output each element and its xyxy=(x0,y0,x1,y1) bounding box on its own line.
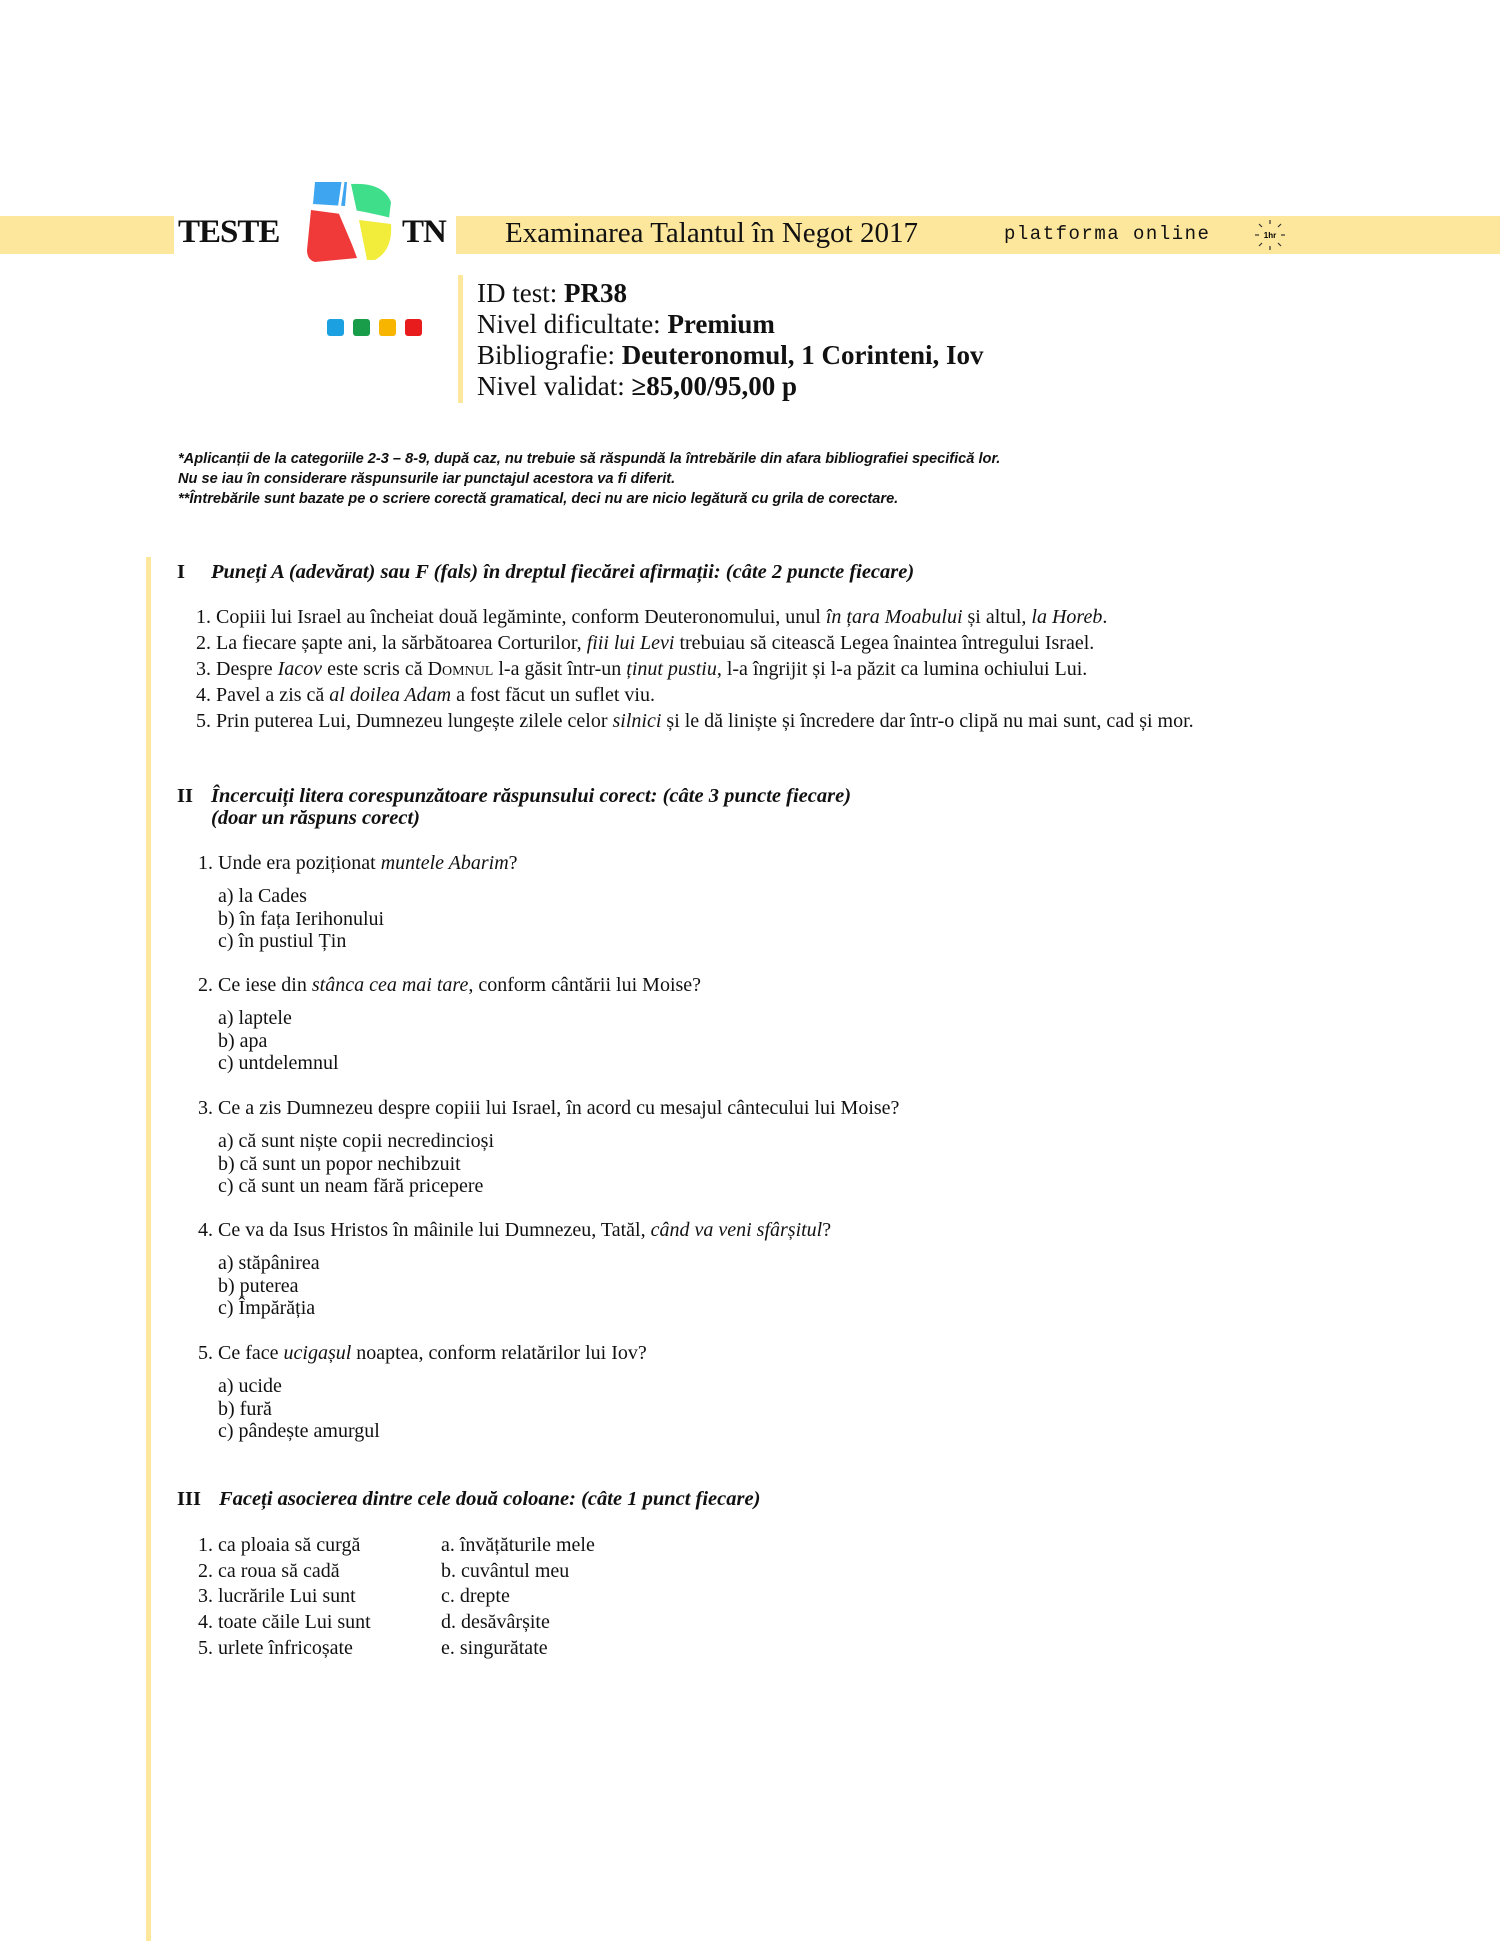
test-id: ID test: PR38 xyxy=(477,278,627,308)
text-segment: 4. Pavel a zis că xyxy=(196,684,330,706)
text-segment: 4. Ce va da Isus Hristos în mâinile lui Dumnezeu, Tatăl, xyxy=(198,1219,651,1241)
timer-label: 1hr xyxy=(1263,231,1277,240)
text-segment: și le dă liniște și încredere dar într-o clipă nu mai sunt, cad și mor. xyxy=(661,710,1194,732)
answer-option: a) că sunt niște copii necredincioși xyxy=(218,1130,495,1152)
text-segment: trebuiau să citească Legea înaintea întregului Israel. xyxy=(674,632,1095,654)
note-line: *Aplicanții de la categoriile 2-3 – 8-9, după caz, nu trebuie să răspundă la întrebările din afara bibliografiei specifică lor. xyxy=(178,451,1001,467)
text-segment: 1. Copiii lui Israel au încheiat două legăminte, conform Deuteronomului, unul xyxy=(196,606,826,628)
section-3-heading: III Faceți asocierea dintre cele două coloane: (câte 1 punct fiecare) xyxy=(177,1488,761,1510)
text-segment: în țara Moabului xyxy=(825,606,963,628)
validated-level: Nivel validat: ≥85,00/95,00 p xyxy=(477,371,798,401)
answer-option: c) în pustiul Țin xyxy=(218,930,347,952)
question xyxy=(198,1097,899,1120)
color-squares xyxy=(327,319,422,336)
statement-item xyxy=(196,606,1107,629)
logo-graphic-icon xyxy=(305,180,405,264)
question xyxy=(198,1219,831,1242)
square-green xyxy=(353,319,370,336)
text-segment: fiii lui Levi xyxy=(586,632,675,654)
text-segment: . xyxy=(1102,606,1108,628)
match-left-item: 2. ca roua să cadă xyxy=(198,1560,340,1582)
text-segment: 1. Unde era poziționat xyxy=(198,852,381,874)
answer-option: a) stăpânirea xyxy=(218,1252,320,1274)
text-segment: 5. Prin puterea Lui, Dumnezeu lungește zilele celor xyxy=(196,710,613,732)
note-line: Nu se iau în considerare răspunsurile iar punctajul acestora va fi diferit. xyxy=(178,471,676,487)
text-segment: și altul, xyxy=(962,606,1032,628)
answer-option: c) untdelemnul xyxy=(218,1052,339,1074)
statement-item xyxy=(196,710,1194,733)
text-segment: ținut pustiu xyxy=(626,658,717,680)
question xyxy=(198,1342,647,1365)
text-segment: 2. Ce iese din xyxy=(198,974,312,996)
logo-text-right: TN xyxy=(402,214,446,250)
page-title: Examinarea Talantul în Negot 2017 xyxy=(505,217,918,249)
match-left-item: 3. lucrările Lui sunt xyxy=(198,1585,356,1607)
statement-item xyxy=(196,684,655,707)
match-right-item: b. cuvântul meu xyxy=(441,1560,570,1582)
answer-option: b) fură xyxy=(218,1397,272,1420)
difficulty-level: Nivel dificultate: Premium xyxy=(477,309,775,339)
answer-option: c) Împărăția xyxy=(218,1297,316,1319)
logo-text-left: TESTE xyxy=(178,214,280,250)
text-segment: , l-a îngrijit și l-a păzit ca lumina ochiului Lui. xyxy=(716,658,1088,680)
square-blue xyxy=(327,319,344,336)
text-segment: 3. Despre xyxy=(196,658,278,680)
statement-item xyxy=(196,632,1094,655)
square-yellow xyxy=(379,319,396,336)
text-segment: a fost făcut un suflet viu. xyxy=(451,684,655,706)
text-segment: ucigașul xyxy=(283,1342,352,1364)
text-segment: muntele Abarim xyxy=(380,852,509,874)
answer-option: b) că sunt un popor nechibzuit xyxy=(218,1152,461,1175)
text-segment: silnici xyxy=(612,710,662,732)
question xyxy=(198,974,701,997)
square-red xyxy=(405,319,422,336)
section-1-heading: I Puneți A (adevărat) sau F (fals) în dreptul fiecărei afirmații: (câte 2 puncte fiecare) xyxy=(177,561,915,583)
text-segment: este scris că xyxy=(322,658,428,680)
text-segment: noaptea, conform relatărilor lui Iov? xyxy=(351,1342,647,1364)
left-accent-bar xyxy=(146,557,151,1941)
answer-option: b) în fața Ierihonului xyxy=(218,907,385,930)
text-segment: Iacov xyxy=(277,658,323,680)
text-segment: ? xyxy=(508,852,518,874)
text-segment: 3. Ce a zis Dumnezeu despre copiii lui Israel, în acord cu mesajul cântecului lui Moise? xyxy=(198,1097,900,1119)
match-right-item: c. drepte xyxy=(441,1585,510,1607)
answer-option: b) apa xyxy=(218,1029,268,1052)
text-segment: Domnul xyxy=(427,658,494,680)
question xyxy=(198,852,518,875)
text-segment: al doilea Adam xyxy=(329,684,452,706)
text-segment: la Horeb xyxy=(1031,606,1103,628)
note-line: **Întrebările sunt bazate pe o scriere corectă gramatical, deci nu are nicio legătură cu grila de corectare. xyxy=(178,491,899,507)
answer-option: a) laptele xyxy=(218,1007,292,1029)
test-info xyxy=(477,278,983,402)
match-left-item: 1. ca ploaia să curgă xyxy=(198,1534,361,1556)
text-segment: 5. Ce face xyxy=(198,1342,284,1364)
answer-option: c) că sunt un neam fără pricepere xyxy=(218,1175,484,1197)
match-right-item: e. singurătate xyxy=(441,1637,548,1659)
answer-option: b) puterea xyxy=(218,1274,299,1297)
section-2-heading: II Încercuiți litera corespunzătoare răspunsului corect: (câte 3 puncte fiecare) xyxy=(177,785,852,807)
text-segment: când va veni sfârșitul xyxy=(650,1219,823,1241)
answer-option: a) ucide xyxy=(218,1375,282,1397)
text-segment: stânca cea mai tare xyxy=(311,974,469,996)
text-segment: ? xyxy=(822,1219,832,1241)
match-right-item: a. învățăturile mele xyxy=(441,1534,595,1556)
info-accent-bar xyxy=(458,275,463,403)
match-right-item: d. desăvârșite xyxy=(441,1611,550,1633)
answer-option: c) pândește amurgul xyxy=(218,1420,380,1442)
section-2-subheading: (doar un răspuns corect) xyxy=(211,807,421,829)
match-left-item: 5. urlete înfricoșate xyxy=(198,1637,353,1659)
statement-item xyxy=(196,658,1087,681)
platform-label: platforma online xyxy=(1004,223,1211,245)
match-left-item: 4. toate căile Lui sunt xyxy=(198,1611,371,1633)
timer-icon xyxy=(1253,218,1287,252)
text-segment: 2. La fiecare șapte ani, la sărbătoarea Corturilor, xyxy=(196,632,587,654)
text-segment: , conform cântării lui Moise? xyxy=(468,974,702,996)
text-segment: l-a găsit într-un xyxy=(493,658,627,680)
notes xyxy=(178,449,1000,509)
bibliography: Bibliografie: Deuteronomul, 1 Corinteni, Iov xyxy=(477,340,984,370)
answer-option: a) la Cades xyxy=(218,885,307,907)
